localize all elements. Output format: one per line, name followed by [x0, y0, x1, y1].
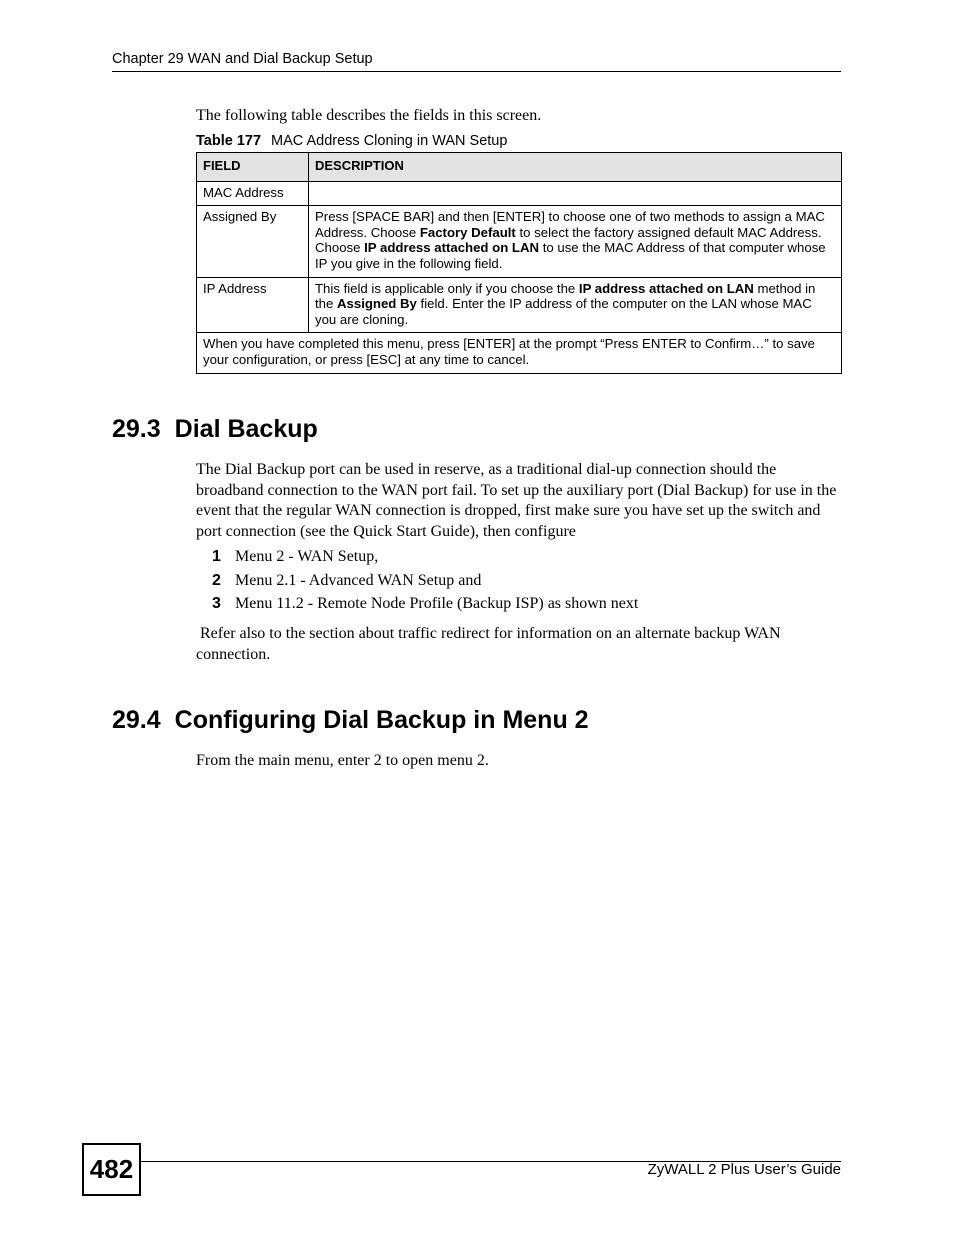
desc-text: to select the factory assigned default MAC Address. Choose	[315, 224, 822, 256]
intro-text: The following table describes the fields in this screen.	[196, 107, 542, 124]
desc-bold: IP address attached on LAN	[578, 280, 754, 296]
desc-bold: Factory Default	[419, 224, 516, 240]
desc-text: method in the	[315, 280, 816, 312]
section-title: Dial Backup	[174, 415, 318, 443]
table-caption	[196, 133, 507, 149]
list-item	[196, 548, 836, 572]
dial-backup-paragraph: The Dial Backup port can be used in reserve, as a traditional dial-up connection should the broadband connection to the WAN port fail. To set up the auxiliary port (Dial Backup) for use in the event that the regular WAN connection is dropped, first make sure you have set up the switch and port connection (see the Quick Start Guide), then configure	[196, 461, 837, 540]
desc-text: Press [SPACE BAR] and then [ENTER] to choose one of two methods to assign a MAC Address. Choose	[315, 209, 825, 240]
section-heading-29-4	[112, 706, 589, 735]
table-caption-number: Table 177	[196, 133, 262, 149]
table-caption-title: MAC Address Cloning in WAN Setup	[271, 133, 508, 149]
section-number: 29.4	[112, 706, 161, 734]
step-text: Menu 11.2 - Remote Node Profile (Backup ISP) as shown next	[235, 595, 639, 612]
mac-cloning-table	[196, 152, 842, 374]
traffic-redirect-paragraph: Refer also to the section about traffic redirect for information on an alternate backup WAN connection.	[196, 625, 785, 663]
table-footnote-row	[197, 333, 842, 373]
running-header: Chapter 29 WAN and Dial Backup Setup	[112, 51, 373, 67]
field-name: Assigned By	[197, 206, 309, 277]
desc-bold: IP address attached on LAN	[364, 240, 540, 256]
step-text: Menu 2 - WAN Setup,	[235, 548, 379, 565]
desc-bold: Assigned By	[337, 296, 417, 312]
desc-text: This field is applicable only if you choose the	[315, 280, 579, 296]
table-row	[197, 181, 842, 206]
page-number-box	[82, 1143, 141, 1196]
col-description-header: DESCRIPTION	[309, 153, 842, 182]
field-name: IP Address	[197, 277, 309, 333]
step-number: 2	[212, 571, 221, 589]
table-row	[197, 206, 842, 277]
guide-title: ZyWALL 2 Plus User’s Guide	[647, 1161, 841, 1178]
table-row	[197, 277, 842, 333]
header-rule	[112, 71, 841, 72]
section-heading-29-3	[112, 415, 318, 444]
field-name: MAC Address	[197, 181, 309, 206]
section-title: Configuring Dial Backup in Menu 2	[174, 706, 589, 734]
menu-2-paragraph: From the main menu, enter 2 to open menu 2.	[196, 752, 489, 769]
page-number: 482	[89, 1154, 134, 1184]
field-description	[309, 181, 842, 206]
step-text: Menu 2.1 - Advanced WAN Setup and	[235, 571, 482, 589]
table-header-row	[197, 153, 842, 182]
field-description	[309, 206, 842, 277]
section-number: 29.3	[112, 415, 161, 443]
list-item	[196, 595, 836, 619]
configure-steps-list	[196, 548, 836, 619]
desc-text: to use the MAC Address of that computer whose IP you give in the following field.	[315, 240, 826, 271]
desc-text: field. Enter the IP address of the computer on the LAN whose MAC you are cloning.	[315, 296, 812, 327]
list-item	[196, 572, 836, 596]
step-number: 3	[212, 595, 221, 612]
field-description	[309, 277, 842, 333]
table-footnote: When you have completed this menu, press [ENTER] at the prompt “Press ENTER to Confirm…” to save your configuration, or press [ESC] at any time to cancel.	[197, 333, 842, 373]
step-number: 1	[212, 548, 221, 565]
col-field-header: FIELD	[197, 153, 309, 182]
